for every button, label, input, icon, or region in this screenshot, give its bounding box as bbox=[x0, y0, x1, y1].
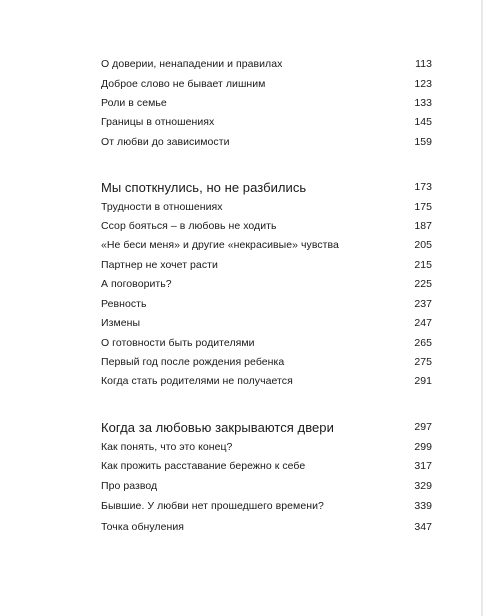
toc-entry bbox=[101, 458, 432, 474]
toc-entry-page: 159 bbox=[414, 136, 432, 148]
toc-entry-page: 133 bbox=[414, 97, 432, 109]
toc-entry-title: Трудности в отношениях bbox=[101, 201, 223, 213]
toc-entry-title: Точка обнуления bbox=[101, 521, 184, 533]
section-title: Когда за любовью закрываются двери bbox=[101, 419, 334, 435]
toc-entry-page: 215 bbox=[414, 259, 432, 271]
toc-entry bbox=[101, 56, 432, 72]
toc-entry bbox=[101, 276, 432, 292]
toc-entry-title: Когда стать родителями не получается bbox=[101, 375, 293, 387]
toc-entry-title: Ссор бояться – в любовь не ходить bbox=[101, 220, 277, 232]
toc-entry-title: Первый год после рождения ребенка bbox=[101, 356, 285, 368]
toc-entry-page: 145 bbox=[414, 116, 432, 128]
toc-entry-title: О готовности быть родителями bbox=[101, 337, 255, 349]
toc-entry-page: 329 bbox=[414, 480, 432, 492]
toc-entry-page: 123 bbox=[414, 78, 432, 90]
toc-entry-page: 299 bbox=[414, 441, 432, 453]
toc-entry-page: 247 bbox=[414, 317, 432, 329]
toc-entry bbox=[101, 218, 432, 234]
toc-entry bbox=[101, 315, 432, 331]
toc-entry-page: 113 bbox=[415, 58, 432, 70]
toc-entry-page: 205 bbox=[414, 239, 432, 251]
toc-section-heading bbox=[101, 417, 432, 437]
toc-entry bbox=[101, 296, 432, 312]
toc-entry-page: 275 bbox=[414, 356, 432, 368]
toc-entry bbox=[101, 354, 432, 370]
toc-entry-title: Роли в семье bbox=[101, 97, 167, 109]
toc-entry bbox=[101, 335, 432, 351]
toc-section-heading bbox=[101, 177, 432, 197]
section-title: Мы споткнулись, но не разбились bbox=[101, 179, 307, 195]
toc-entry bbox=[101, 134, 432, 150]
toc-entry bbox=[101, 478, 432, 494]
toc-entry-page: 265 bbox=[414, 337, 432, 349]
toc-entry bbox=[101, 257, 432, 273]
section-page: 297 bbox=[414, 421, 432, 433]
toc-entry bbox=[101, 114, 432, 130]
toc-entry-title: «Не беси меня» и другие «некрасивые» чувства bbox=[101, 239, 339, 251]
toc-entry bbox=[101, 95, 432, 111]
toc-entry-page: 187 bbox=[414, 220, 432, 232]
toc-entry-title: Как прожить расставание бережно к себе bbox=[101, 460, 306, 472]
toc-entry-page: 339 bbox=[414, 500, 432, 512]
toc-entry bbox=[101, 519, 432, 535]
toc-entry-title: А поговорить? bbox=[101, 278, 172, 290]
toc-entry-page: 347 bbox=[414, 521, 432, 533]
toc-entry bbox=[101, 373, 432, 389]
toc-entry-title: Партнер не хочет расти bbox=[101, 259, 218, 271]
toc-entry-title: Доброе слово не бывает лишним bbox=[101, 78, 266, 90]
toc-entry-page: 175 bbox=[414, 201, 432, 213]
toc-entry bbox=[101, 237, 432, 253]
toc-entry-page: 291 bbox=[414, 375, 432, 387]
toc-entry-title: Про развод bbox=[101, 480, 158, 492]
section-page: 173 bbox=[414, 181, 432, 193]
toc-entry bbox=[101, 439, 432, 455]
toc-entry-title: Измены bbox=[101, 317, 141, 329]
toc-entry-title: О доверии, ненападении и правилах bbox=[101, 58, 283, 70]
toc-entry bbox=[101, 76, 432, 92]
toc-entry bbox=[101, 199, 432, 215]
toc-entry-page: 317 bbox=[414, 460, 432, 472]
toc-entry bbox=[101, 498, 432, 514]
toc-entry-page: 225 bbox=[414, 278, 432, 290]
toc-entry-title: Ревность bbox=[101, 298, 147, 310]
toc-entry-title: От любви до зависимости bbox=[101, 136, 230, 148]
toc-entry-title: Как понять, что это конец? bbox=[101, 441, 233, 453]
toc-entry-title: Границы в отношениях bbox=[101, 116, 215, 128]
toc-entry-page: 237 bbox=[414, 298, 432, 310]
toc-entry-title: Бывшие. У любви нет прошедшего времени? bbox=[101, 500, 324, 512]
